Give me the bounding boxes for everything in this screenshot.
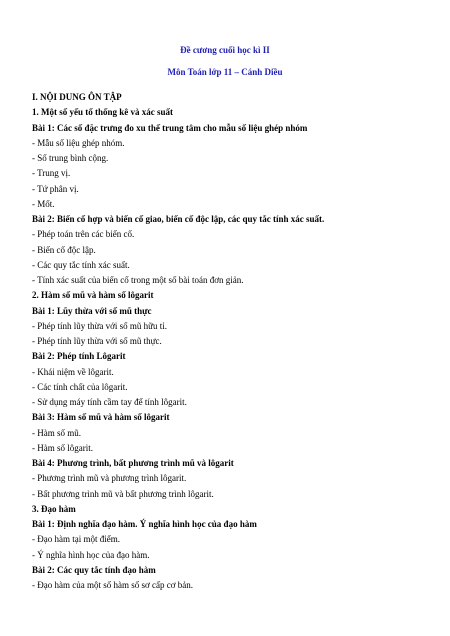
- section-heading: 1. Một số yếu tố thống kê và xác suất: [32, 107, 173, 118]
- bullet-item: - Tính xác suất của biến cố trong một số bài toán đơn giản.: [32, 275, 244, 285]
- bullet-item: - Phép tính lũy thừa với số mũ hữu tỉ.: [32, 320, 168, 331]
- section-heading: 2. Hàm số mũ và hàm số lôgarit: [32, 290, 154, 301]
- bullet-item: - Các quy tắc tính xác suất.: [32, 259, 130, 270]
- bullet-item: - Hàm số mũ.: [32, 427, 81, 438]
- bullet-item: - Biến cố độc lập.: [32, 244, 96, 255]
- bullet-item: - Khái niệm về lôgarit.: [32, 366, 114, 377]
- bullet-item: - Tứ phân vị.: [32, 183, 79, 194]
- section-heading: Bài 1: Lũy thừa với số mũ thực: [32, 305, 152, 316]
- section-heading: Bài 3: Hàm số mũ và hàm số lôgarit: [32, 412, 170, 423]
- bullet-item: - Hàm số lôgarit.: [32, 442, 93, 453]
- section-heading: Bài 2: Biến cố hợp và biến cố giao, biến cố độc lập, các quy tắc tính xác suất.: [32, 214, 325, 224]
- bullet-item: - Phương trình mũ và phương trình lôgarit.: [32, 473, 187, 484]
- document-subtitle: Môn Toán lớp 11 – Cánh Diều: [167, 67, 283, 77]
- section-heading: Bài 1: Các số đặc trưng đo xu thế trung tâm cho mẫu số liệu ghép nhóm: [32, 122, 308, 133]
- bullet-item: - Ý nghĩa hình học của đạo hàm.: [32, 549, 150, 560]
- bullet-item: - Phép toán trên các biến cố.: [32, 229, 135, 240]
- bullet-item: - Số trung bình cộng.: [32, 153, 109, 163]
- bullet-item: - Đạo hàm của một số hàm số sơ cấp cơ bản.: [32, 580, 193, 590]
- document-title: Đề cương cuối học kì II: [180, 45, 270, 55]
- section-heading: Bài 2: Các quy tắc tính đạo hàm: [32, 564, 156, 575]
- section-heading: 3. Đạo hàm: [32, 503, 76, 514]
- bullet-item: - Sử dụng máy tính cầm tay để tính lôgarit.: [32, 397, 187, 407]
- bullet-item: - Mốt.: [32, 198, 55, 209]
- bullet-item: - Các tính chất của lôgarit.: [32, 381, 128, 392]
- section-heading: I. NỘI DUNG ÔN TẬP: [32, 92, 122, 102]
- bullet-item: - Đạo hàm tại một điểm.: [32, 534, 120, 545]
- bullet-item: - Bất phương trình mũ và bất phương trình lôgarit.: [32, 488, 214, 499]
- bullet-item: - Trung vị.: [32, 168, 71, 179]
- section-heading: Bài 1: Định nghĩa đạo hàm. Ý nghĩa hình học của đạo hàm: [32, 519, 257, 529]
- bullet-item: - Mẫu số liệu ghép nhóm.: [32, 137, 125, 148]
- section-heading: Bài 2: Phép tính Lôgarit: [32, 351, 126, 362]
- bullet-item: - Phép tính lũy thừa với số mũ thực.: [32, 336, 162, 346]
- section-heading: Bài 4: Phương trình, bất phương trình mũ và lôgarit: [32, 458, 234, 468]
